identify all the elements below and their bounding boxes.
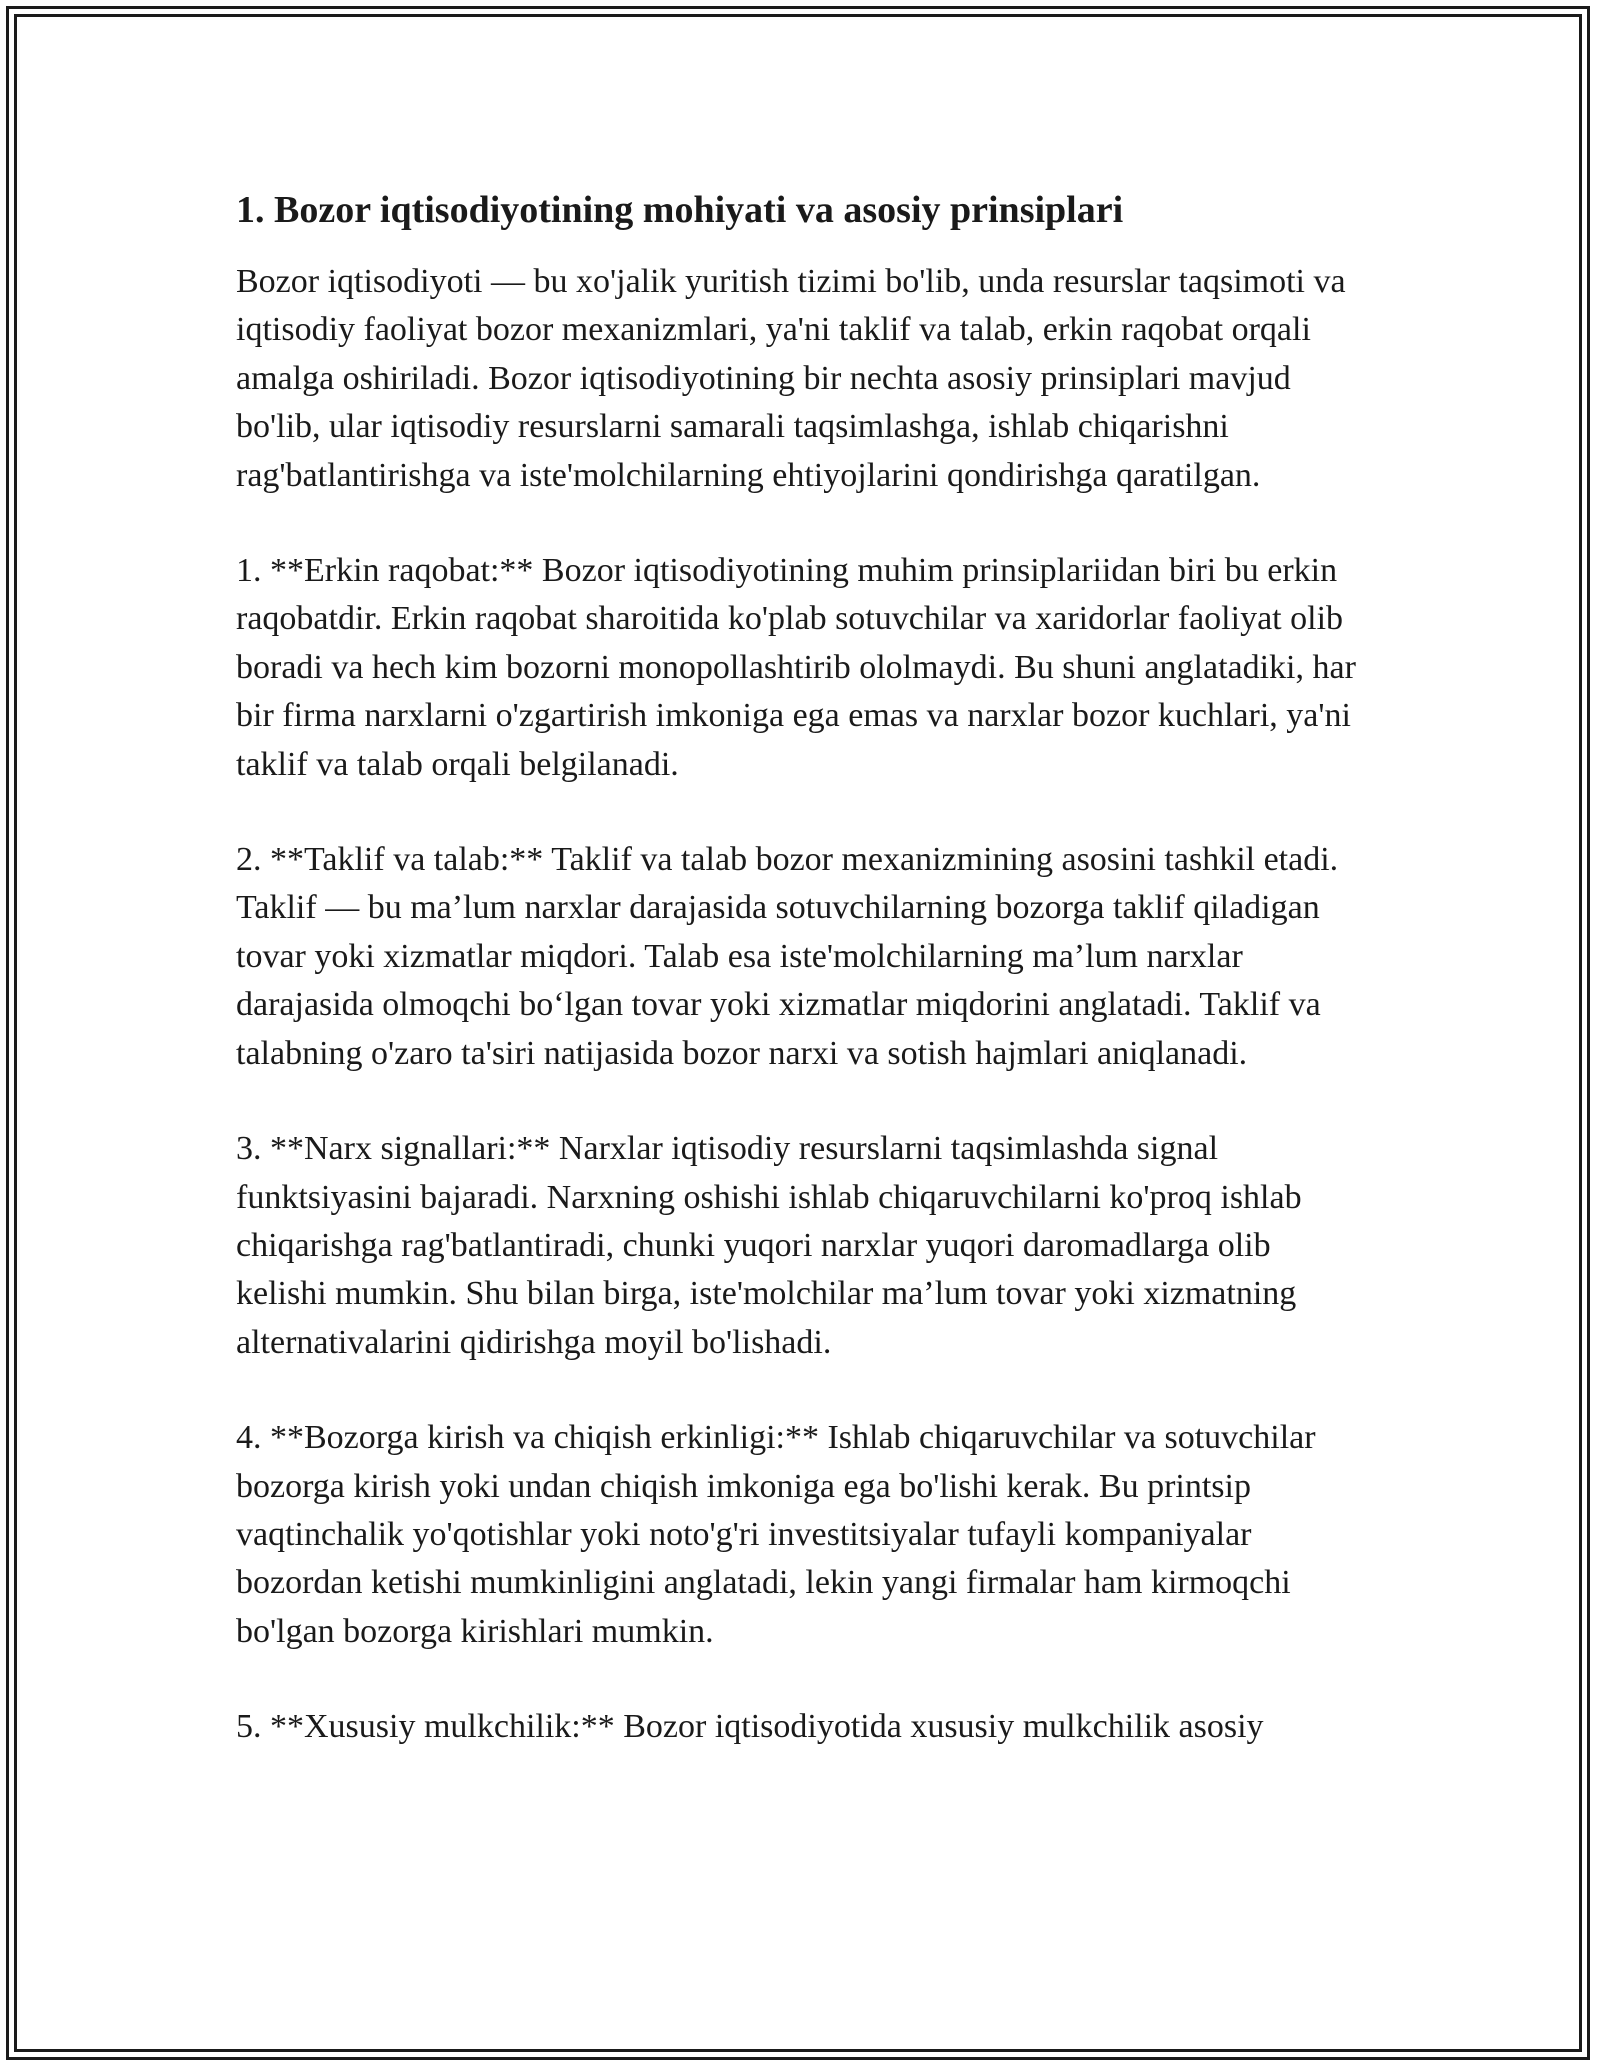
paragraph-intro: Bozor iqtisodiyoti — bu xo'jalik yuritish tizimi bo'lib, unda resurslar taqsimoti va iqtisodiy faoliyat bozor mexanizmlari, ya'ni taklif va talab, erkin raqobat orqali amalga oshiriladi. Bozor iqtisodiyotining bir nechta asosiy prinsiplari mavjud bo'lib, ular iqtisodiy resurslarni samarali taqsimlashga, ishlab chiqarishni rag'batlantirishga va iste'molchilarning ehtiyojlarini qondirishga qaratilgan. [236, 263, 1346, 494]
paragraph-bozorga-kirish: 4. **Bozorga kirish va chiqish erkinligi:** Ishlab chiqaruvchilar va sotuvchilar bozorga kirish yoki undan chiqish imkoniga ega bo'lishi kerak. Bu printsip vaqtinchalik yo'qotishlar yoki noto'g'ri investitsiyalar tufayli kompaniyalar bozordan ketishi mumkinligini anglatadi, lekin yangi firmalar ham kirmoqchi bo'lgan bozorga kirishlari mumkin. [236, 1419, 1316, 1650]
paragraph-narx-signallari: 3. **Narx signallari:** Narxlar iqtisodiy resurslarni taqsimlashda signal funktsiyasini bajaradi. Narxning oshishi ishlab chiqaruvchilarni ko'proq ishlab chiqarishga rag'batlantiradi, chunki yuqori narxlar yuqori daromadlarga olib kelishi mumkin. Shu bilan birga, iste'molchilar ma’lum tovar yoki xizmatning alternativalarini qidirishga moyil bo'lishadi. [236, 1130, 1302, 1361]
paragraph-erkin-raqobat: 1. **Erkin raqobat:** Bozor iqtisodiyotining muhim prinsiplariidan biri bu erkin raqobatdir. Erkin raqobat sharoitida ko'plab sotuvchilar va xaridorlar faoliyat olib boradi va hech kim bozorni monopollashtirib ololmaydi. Bu shuni anglatadiki, har bir firma narxlarni o'zgartirish imkoniga ega emas va narxlar bozor kuchlari, ya'ni taklif va talab orqali belgilanadi. [236, 552, 1356, 783]
document-body [236, 186, 1366, 1799]
paragraph-taklif-va-talab: 2. **Taklif va talab:** Taklif va talab bozor mexanizmining asosini tashkil etadi. Taklif — bu ma’lum narxlar darajasida sotuvchilarning bozorga taklif qiladigan tovar yoki xizmatlar miqdori. Talab esa iste'molchilarning ma’lum narxlar darajasida olmoqchi bo‘lgan tovar yoki xizmatlar miqdorini anglatadi. Taklif va talabning o'zaro ta'siri natijasida bozor narxi va sotish hajmlari aniqlanadi. [236, 841, 1339, 1072]
paragraph-xususiy-mulkchilik: 5. **Xususiy mulkchilik:** Bozor iqtisodiyotida xususiy mulkchilik asosiy [236, 1708, 1264, 1746]
section-title: 1. Bozor iqtisodiyotining mohiyati va asosiy prinsiplari [236, 189, 1124, 231]
